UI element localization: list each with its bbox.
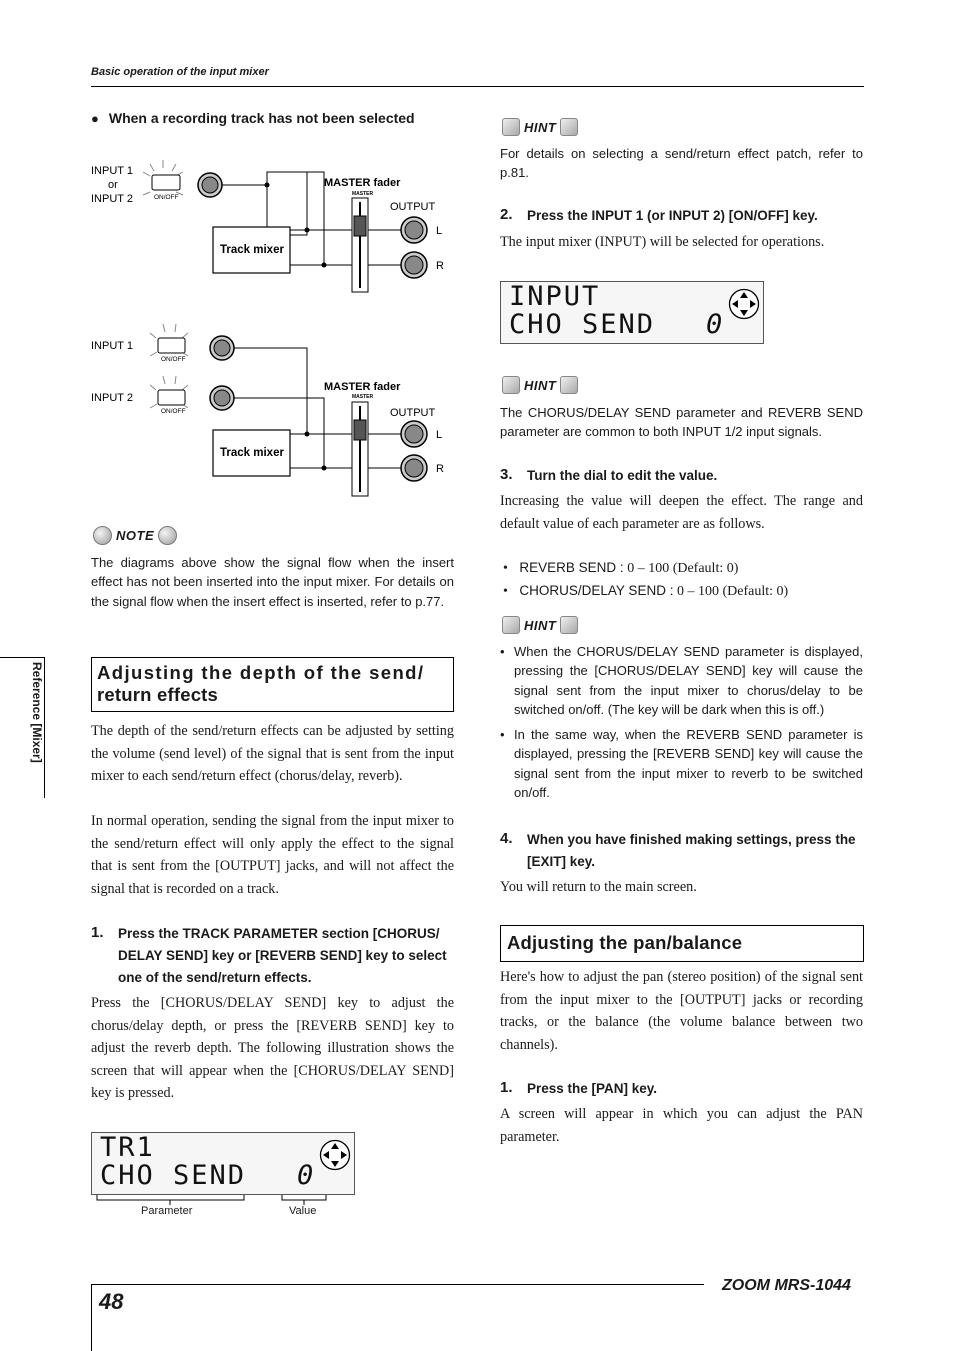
page-number: 48: [99, 1289, 124, 1314]
lcd2-line2: CHO SEND: [509, 309, 656, 340]
lcd1-value: 0: [297, 1160, 316, 1191]
d1-onoff-key: [152, 175, 180, 190]
step2-body: The input mixer (INPUT) will be selected for operations.: [500, 234, 825, 250]
product-name: ZOOM MRS-1044: [722, 1277, 851, 1294]
note-text: The diagrams above show the signal flow when the insert effect has not been inserted into the input mixer. For details on the signal flow when the insert effect is inserted, refer to p.77.: [91, 555, 454, 609]
d1-track-mixer-label: Track mixer: [220, 244, 284, 256]
step1-body: Press the [CHORUS/DELAY SEND] key to adjust the chorus/delay depth, or press the [REVERB SEND] key to adjust the reverb depth. The following illustration shows the screen that will appear when the [CHORUS/DELAY SEND] key is pressed.: [91, 995, 454, 1101]
hint1-badge: [502, 117, 578, 137]
note-badge: [93, 525, 177, 545]
hint2-badge: [502, 375, 578, 395]
lcd2-value: 0: [706, 309, 725, 340]
d2-input1-label: INPUT 1: [91, 340, 133, 352]
d1-r-label: R: [436, 260, 444, 272]
step2-number: 2.: [500, 206, 513, 223]
hint2-left-icon: [502, 376, 520, 394]
hint3-right-icon: [560, 616, 578, 634]
step5-number: 1.: [500, 1079, 513, 1096]
d1-input2-label: INPUT 2: [91, 193, 133, 205]
d2-onoff-label-2: ON/OFF: [161, 408, 186, 415]
step5-text: Press the [PAN] key.: [527, 1081, 658, 1096]
step5-body: A screen will appear in which you can adjust the PAN parameter.: [500, 1106, 863, 1145]
d2-output-label: OUTPUT: [390, 407, 436, 419]
hint3-list: [500, 642, 863, 802]
step1-text: Press the TRACK PARAMETER section [CHORUS/ DELAY SEND] key or [REVERB SEND] key to select one of the send/return effects.: [118, 926, 447, 985]
d1-input1-label: INPUT 1: [91, 165, 133, 177]
lcd1-value-label: Value: [289, 1205, 317, 1217]
hint3-left-icon: [502, 616, 520, 634]
step3-body: Increasing the value will deepen the effect. The range and default value of each parameter are as follows.: [500, 493, 863, 532]
section-heading-send-return: [91, 657, 454, 712]
running-head: Basic operation of the input mixer: [91, 66, 269, 78]
hint3-item: • When the CHORUS/DELAY SEND parameter is displayed, pressing the [CHORUS/DELAY SEND] key will cause the signal sent from the input mixer to chorus/delay to be switched on/off. (The key will be dark when this is off.): [500, 642, 863, 719]
signal-flow-diagram-1: [88, 150, 458, 300]
d2-master-small-label: MASTER: [352, 394, 374, 400]
note-label: NOTE: [116, 527, 155, 543]
footer-vertical-rule: [91, 1284, 92, 1351]
d1-master-fader-label: MASTER fader: [324, 177, 401, 189]
step1-number: 1.: [91, 924, 104, 941]
section-title-line2: return effects: [97, 684, 219, 705]
d2-onoff-key-2: [158, 390, 185, 405]
d2-track-mixer-label: Track mixer: [220, 447, 284, 459]
side-tab-label: Reference [Mixer]: [30, 662, 44, 763]
section2-para: Here's how to adjust the pan (stereo position) of the signal sent from the input mixer to the [OUTPUT] jacks or recording tracks, or the balance (the volume balance between two channels).: [500, 969, 863, 1053]
section-heading-pan-balance: [500, 925, 864, 962]
d2-onoff-label-1: ON/OFF: [161, 356, 186, 363]
step4-body: You will return to the main screen.: [500, 879, 697, 895]
section2-title: Adjusting the pan/balance: [507, 932, 743, 953]
hint3-item: • In the same way, when the REVERB SEND parameter is displayed, pressing the [REVERB SEND] key will cause the signal sent from the input mixer to reverb to be switched on/off.: [500, 725, 863, 802]
d2-onoff-key-1: [158, 338, 185, 353]
range-item-name: CHORUS/DELAY SEND :: [519, 583, 674, 598]
section1-para2: In normal operation, sending the signal from the input mixer to the send/return effect will only apply the effect to the signal that is sent from the [OUTPUT] jacks, and will not affect the signal that is recorded on a track.: [91, 813, 454, 897]
hint2-right-icon: [560, 376, 578, 394]
lcd1-brackets: [91, 1195, 355, 1205]
lcd2-line1: INPUT: [509, 281, 601, 312]
lcd-display-tr1: [91, 1132, 355, 1195]
step4-number: 4.: [500, 830, 513, 847]
section-title-line1: Adjusting the depth of the send/: [97, 662, 425, 683]
hint3-badge: [502, 615, 578, 635]
d1-or-label: or: [108, 179, 118, 191]
header-rule: [91, 86, 864, 87]
note-left-icon: [93, 526, 112, 545]
hint2-text: The CHORUS/DELAY SEND parameter and REVERB SEND parameter are common to both INPUT 1/2 input signals.: [500, 405, 863, 440]
signal-flow-diagram-2: [88, 318, 458, 503]
hint1-text: For details on selecting a send/return effect patch, refer to p.81.: [500, 146, 863, 181]
d1-l-label: L: [436, 225, 443, 237]
range-item-value: 0 – 100 (Default: 0): [676, 584, 789, 599]
cursor-keys-icon: [319, 1139, 351, 1171]
range-list: [503, 557, 863, 603]
hint1-right-icon: [560, 118, 578, 136]
step3-text: Turn the dial to edit the value.: [527, 468, 718, 483]
lcd1-parameter-label: Parameter: [141, 1205, 193, 1217]
lcd1-line2: CHO SEND: [100, 1160, 247, 1191]
footer-rule: [91, 1284, 704, 1285]
step2-text: Press the INPUT 1 (or INPUT 2) [ON/OFF] key.: [527, 208, 818, 223]
hint2-label: HINT: [524, 377, 557, 393]
hint3-label: HINT: [524, 617, 557, 633]
section1-para1: The depth of the send/return effects can be adjusted by setting the volume (send level) of the signal that is sent from the input mixer to each send/return effect (chorus/delay, reverb).: [91, 723, 454, 784]
step3-number: 3.: [500, 466, 513, 483]
bullet-heading-text: When a recording track has not been selected: [108, 110, 415, 126]
hint1-left-icon: [502, 118, 520, 136]
range-item: • REVERB SEND : 0 – 100 (Default: 0): [503, 560, 739, 576]
d2-master-fader-label: MASTER fader: [324, 381, 401, 393]
range-item-name: REVERB SEND :: [519, 560, 624, 575]
bullet-icon: ●: [91, 111, 99, 126]
range-item-value: 0 – 100 (Default: 0): [627, 561, 739, 576]
d2-r-label: R: [436, 463, 444, 475]
step4-text: When you have finished making settings, press the [EXIT] key.: [527, 832, 856, 869]
lcd-display-input: [500, 281, 764, 344]
hint1-label: HINT: [524, 119, 557, 135]
bullet-heading: [91, 110, 415, 128]
range-item: • CHORUS/DELAY SEND : 0 – 100 (Default: 0): [503, 583, 789, 599]
lcd1-line1: TR1: [100, 1132, 155, 1163]
cursor-keys-icon: [728, 288, 760, 320]
note-right-icon: [158, 526, 177, 545]
d2-l-label: L: [436, 429, 443, 441]
d2-input2-label: INPUT 2: [91, 392, 133, 404]
d1-output-label: OUTPUT: [390, 201, 436, 213]
d1-master-small-label: MASTER: [352, 191, 374, 197]
d1-onoff-label: ON/OFF: [154, 194, 179, 201]
